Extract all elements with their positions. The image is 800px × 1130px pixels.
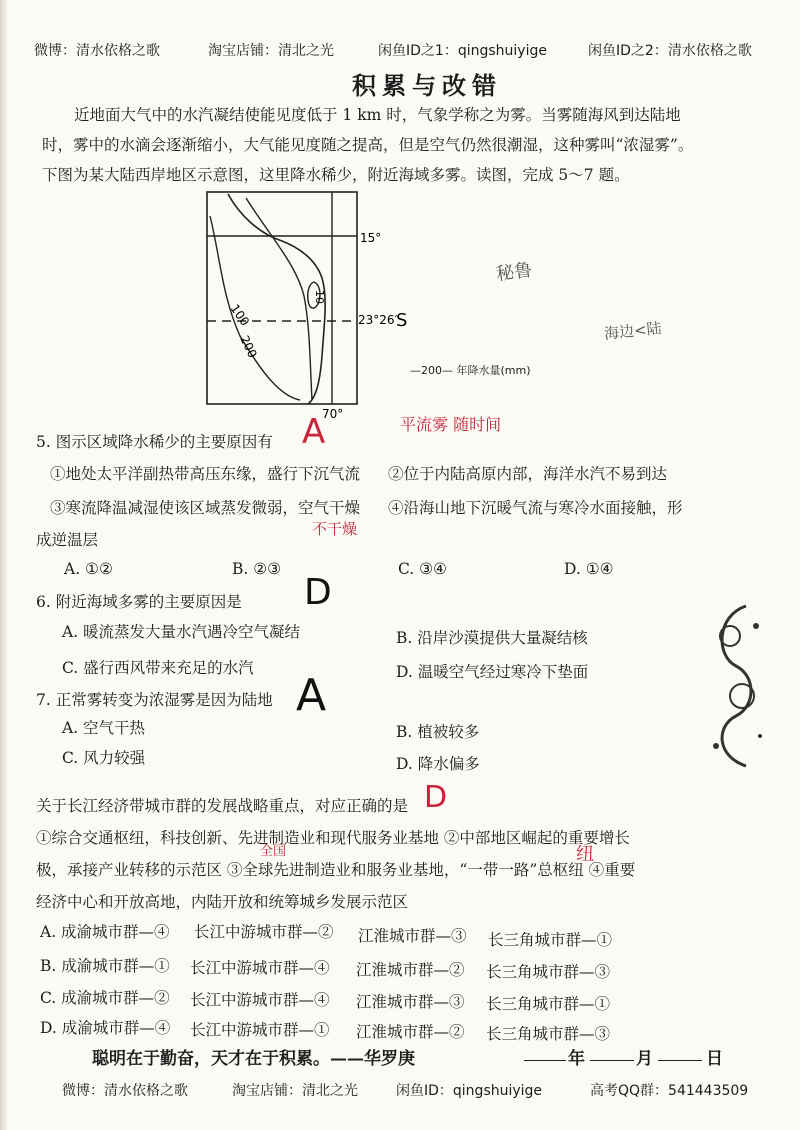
label-lat-tropic: 23°26′ <box>358 313 398 327</box>
motto: 聪明在于勤奋，天才在于积累。——华罗庚 <box>92 1049 415 1069</box>
year-blank[interactable] <box>524 1060 566 1061</box>
header-taobao: 淘宝店铺：清北之光 <box>208 43 334 59</box>
q8-line-2: 极，承接产业转移的示范区 ③全球先进制造业和服务业基地，“一带一路”总枢纽 ④重要 <box>36 861 636 879</box>
q8-choice-d-1: D. 成渝城市群—④ <box>40 1019 171 1037</box>
header-xianyu-1: 闲鱼ID之1：qingshuiyige <box>378 43 547 59</box>
q8-choice-c-4: 长三角城市群—① <box>486 995 611 1013</box>
month-blank[interactable] <box>590 1060 634 1061</box>
q5-option-4b: 成逆温层 <box>36 531 99 549</box>
q7-answer: A <box>296 670 327 721</box>
map-legend: —200— 年降水量(mm) <box>410 364 531 377</box>
footer-taobao: 淘宝店铺：清北之光 <box>232 1083 358 1099</box>
q8-choice-d-2: 长江中游城市群—① <box>190 1021 330 1039</box>
note-peru: 秘鲁 <box>494 259 534 286</box>
map-frame <box>207 192 357 404</box>
label-iso-100: 100 <box>227 301 253 329</box>
q5-note-cause: 平流雾 随时间 <box>400 415 502 434</box>
footer-qq: 高考QQ群：541443509 <box>590 1083 749 1099</box>
q8-choice-c-2: 长江中游城市群—④ <box>190 991 330 1009</box>
footer-weibo: 微博：清水依格之歌 <box>62 1083 188 1099</box>
footer-xianyu: 闲鱼ID：qingshuiyige <box>396 1083 543 1099</box>
q8-line-1: ①综合交通枢纽，科技创新、先进制造业和现代服务业基地 ②中部地区崛起的重要增长 <box>36 829 630 847</box>
q6-choice-c: C. 盛行西风带来充足的水汽 <box>62 659 254 677</box>
q8-choice-a-4: 长三角城市群—① <box>488 931 613 949</box>
q8-choice-b-1: B. 成渝城市群—① <box>40 957 170 975</box>
label-lat-15: 15° <box>360 231 382 245</box>
note-sea-land: 海边<陆 <box>603 319 663 343</box>
q5-choice-d: D. ①④ <box>564 560 614 578</box>
q5-choice-c: C. ③④ <box>398 560 447 578</box>
page-edge-shadow <box>0 0 8 1130</box>
date-year-label: 年 <box>568 1049 585 1069</box>
label-lon-70: 70° <box>322 407 344 421</box>
q7-choice-d: D. 降水偏多 <box>396 755 480 773</box>
q6-choice-a: A. 暖流蒸发大量水汽遇冷空气凝结 <box>62 623 301 641</box>
q5-option-2: ②位于内陆高原内部，海洋水汽不易到达 <box>388 465 668 483</box>
intro-line-1: 近地面大气中的水汽凝结使能见度低于 1 km 时，气象学称之为雾。当雾随海风到达陆地 <box>74 106 681 124</box>
q8-choice-b-3: 江淮城市群—② <box>356 961 465 979</box>
q8-choice-a-1: A. 成渝城市群—④ <box>40 923 170 941</box>
label-lat-tropic-suffix: S <box>396 310 408 331</box>
q8-choice-c-3: 江淮城市群—③ <box>356 993 465 1011</box>
header-xianyu-2: 闲鱼ID之2：清水依格之歌 <box>588 43 752 59</box>
q5-stem: 5. 图示区域降水稀少的主要原因有 <box>36 433 273 451</box>
q8-choice-b-4: 长三角城市群—③ <box>486 963 611 981</box>
intro-line-2: 时，雾中的水滴会逐渐缩小，大气能见度随之提高，但是空气仍然很潮湿，这种雾叫“浓湿雾”。 <box>42 136 694 154</box>
q8-choice-b-2: 长江中游城市群—④ <box>190 959 330 977</box>
q5-note-dry: 不干燥 <box>312 520 358 538</box>
q8-note-global: 全国 <box>260 844 287 859</box>
q8-line-3: 经济中心和开放高地，内陆开放和统筹城乡发展示范区 <box>36 893 409 911</box>
q8-choice-d-3: 江淮城市群—② <box>356 1023 465 1041</box>
intro-line-3: 下图为某大陆西岸地区示意图，这里降水稀少，附近海域多雾。读图，完成 5～7 题。 <box>42 166 630 184</box>
header-weibo: 微博：清水依格之歌 <box>34 43 160 59</box>
q7-choice-c: C. 风力较强 <box>62 749 146 767</box>
isohyet-200 <box>246 198 312 400</box>
date-month-label: 月 <box>636 1049 653 1069</box>
q7-choice-b: B. 植被较多 <box>396 723 480 741</box>
date-day-label: 日 <box>706 1049 723 1069</box>
map-figure <box>200 186 470 426</box>
q6-stem: 6. 附近海域多雾的主要原因是 <box>36 593 242 611</box>
q5-option-3: ③寒流降温减湿使该区域蒸发微弱，空气干燥 <box>50 499 361 517</box>
q8-note-hub: 纽 <box>576 844 594 865</box>
day-blank[interactable] <box>658 1060 702 1061</box>
q8-stem: 关于长江经济带城市群的发展战略重点，对应正确的是 <box>36 797 409 815</box>
q5-answer: A <box>302 412 326 452</box>
q5-choice-a: A. ①② <box>64 560 113 578</box>
q8-answer: D <box>424 780 448 815</box>
label-iso-10: 10 <box>313 290 326 304</box>
label-iso-200: 200 <box>237 333 260 361</box>
q5-option-4a: ④沿海山地下沉暖气流与寒冷水面接触，形 <box>388 499 683 517</box>
page-title: 积累与改错 <box>352 71 502 100</box>
decorative-swirl <box>676 596 776 776</box>
q6-choice-b: B. 沿岸沙漠提供大量凝结核 <box>396 629 588 647</box>
q7-choice-a: A. 空气干热 <box>62 719 146 737</box>
q5-option-1: ①地处太平洋副热带高压东缘，盛行下沉气流 <box>50 465 361 483</box>
q8-choice-a-2: 长江中游城市群—② <box>194 923 334 941</box>
q6-choice-d: D. 温暖空气经过寒冷下垫面 <box>396 663 589 681</box>
q8-choice-a-3: 江淮城市群—③ <box>358 927 467 945</box>
q7-stem: 7. 正常雾转变为浓湿雾是因为陆地 <box>36 691 273 709</box>
q8-choice-d-4: 长三角城市群—③ <box>486 1025 611 1043</box>
q8-choice-c-1: C. 成渝城市群—② <box>40 989 170 1007</box>
q6-answer: D <box>304 572 332 613</box>
q5-choice-b: B. ②③ <box>232 560 282 578</box>
